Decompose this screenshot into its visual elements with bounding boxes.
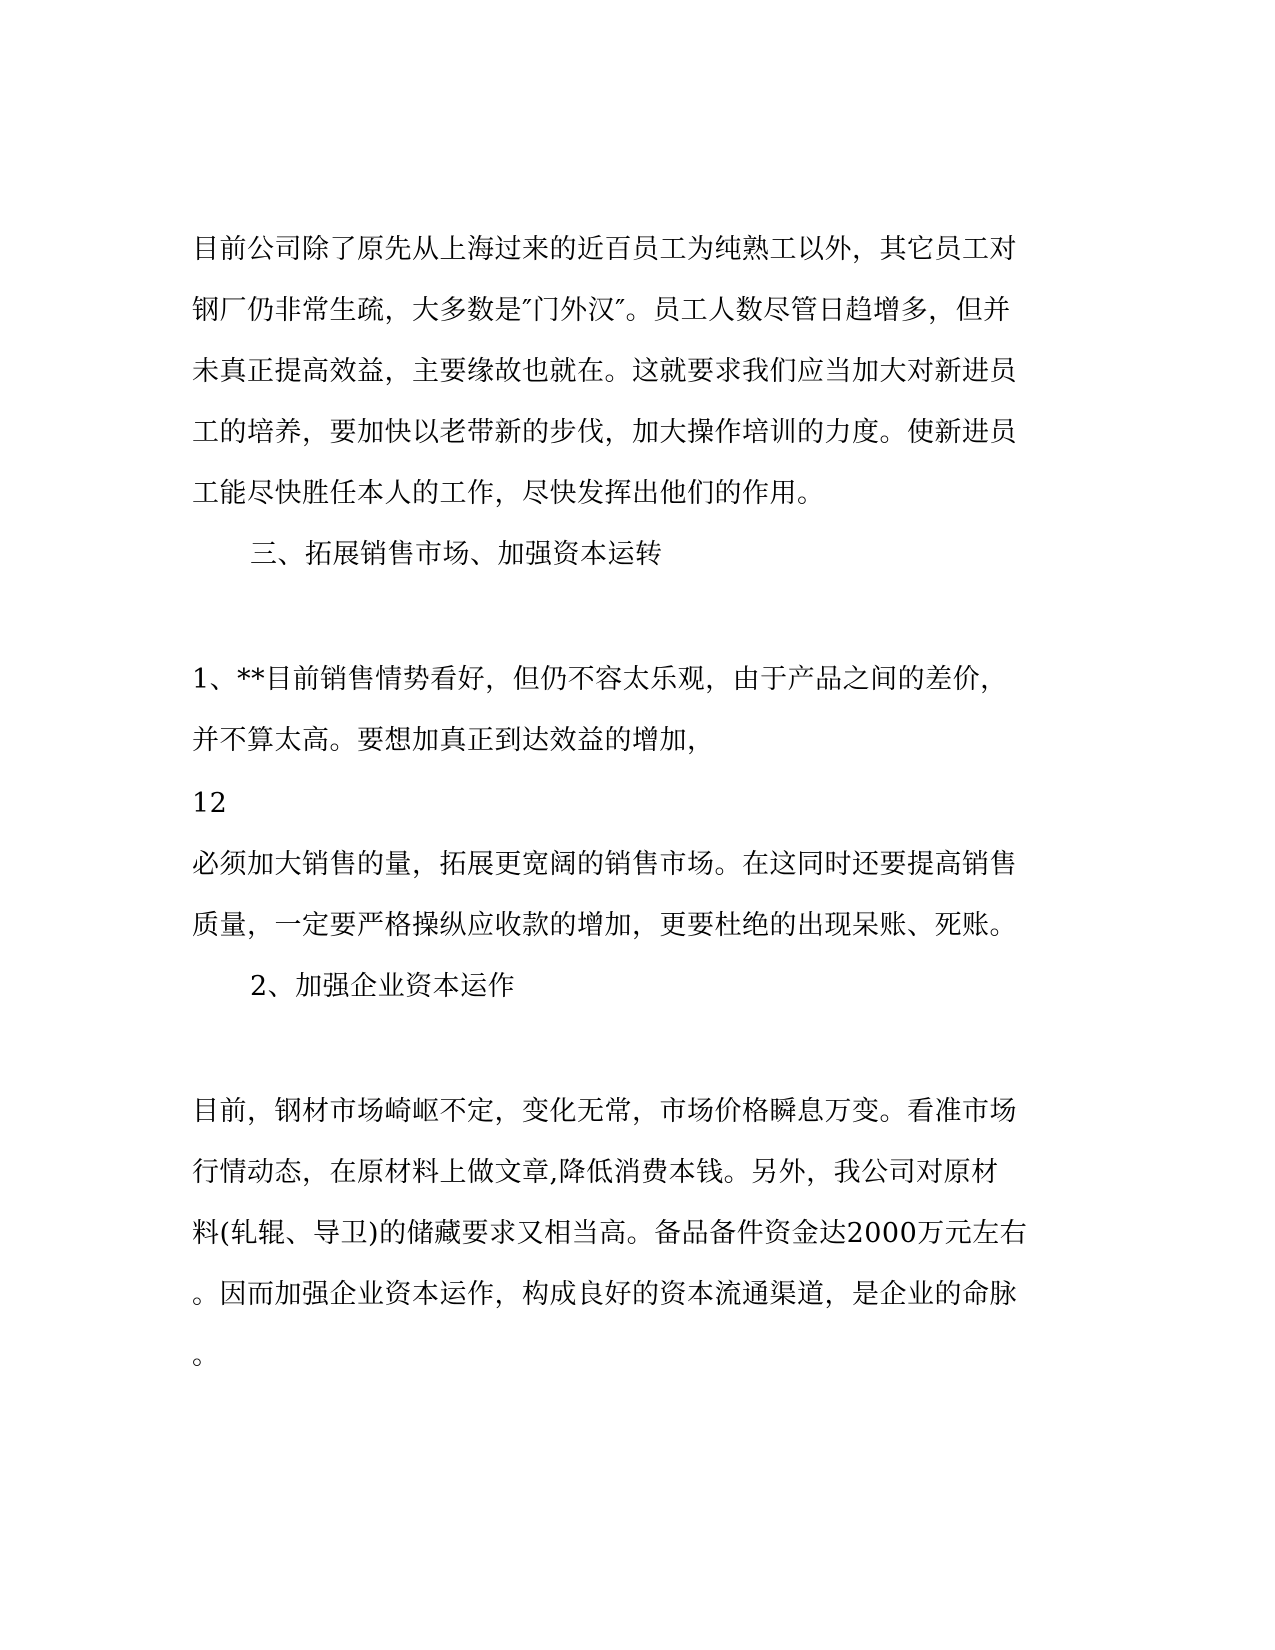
paragraph-line: 目前，钢材市场崎岖不定，变化无常，市场价格瞬息万变。看准市场 xyxy=(192,1096,1017,1127)
section-heading: 2、加强企业资本运作 xyxy=(250,971,516,1002)
paragraph-line: 1、**目前销售情势看好，但仍不容太乐观，由于产品之间的差价， xyxy=(192,664,1008,695)
paragraph-line: 工的培养，要加快以老带新的步伐，加大操作培训的力度。使新进员 xyxy=(192,417,1017,448)
paragraph-line: 。因而加强企业资本运作，构成良好的资本流通渠道，是企业的命脉 xyxy=(192,1279,1017,1310)
section-heading: 三、拓展销售市场、加强资本运转 xyxy=(250,539,663,570)
paragraph-line: 工能尽快胜任本人的工作，尽快发挥出他们的作用。 xyxy=(192,478,825,509)
page-number: 12 xyxy=(192,788,228,819)
paragraph-line: 。 xyxy=(192,1340,220,1371)
paragraph-line: 必须加大销售的量，拓展更宽阔的销售市场。在这同时还要提高销售 xyxy=(192,849,1017,880)
paragraph-line: 行情动态，在原材料上做文章,降低消费本钱。另外，我公司对原材 xyxy=(192,1157,999,1188)
paragraph-line: 料(轧辊、导卫)的储藏要求又相当高。备品备件资金达2000万元左右 xyxy=(192,1218,1028,1249)
paragraph-line: 并不算太高。要想加真正到达效益的增加， xyxy=(192,725,715,756)
paragraph-line: 目前公司除了原先从上海过来的近百员工为纯熟工以外，其它员工对 xyxy=(192,234,1017,265)
paragraph-line: 质量，一定要严格操纵应收款的增加，更要杜绝的出现呆账、死账。 xyxy=(192,910,1017,941)
paragraph-line: 未真正提高效益，主要缘故也就在。这就要求我们应当加大对新进员 xyxy=(192,356,1017,387)
paragraph-line: 钢厂仍非常生疏，大多数是″门外汉″。员工人数尽管日趋增多，但并 xyxy=(192,295,1011,326)
